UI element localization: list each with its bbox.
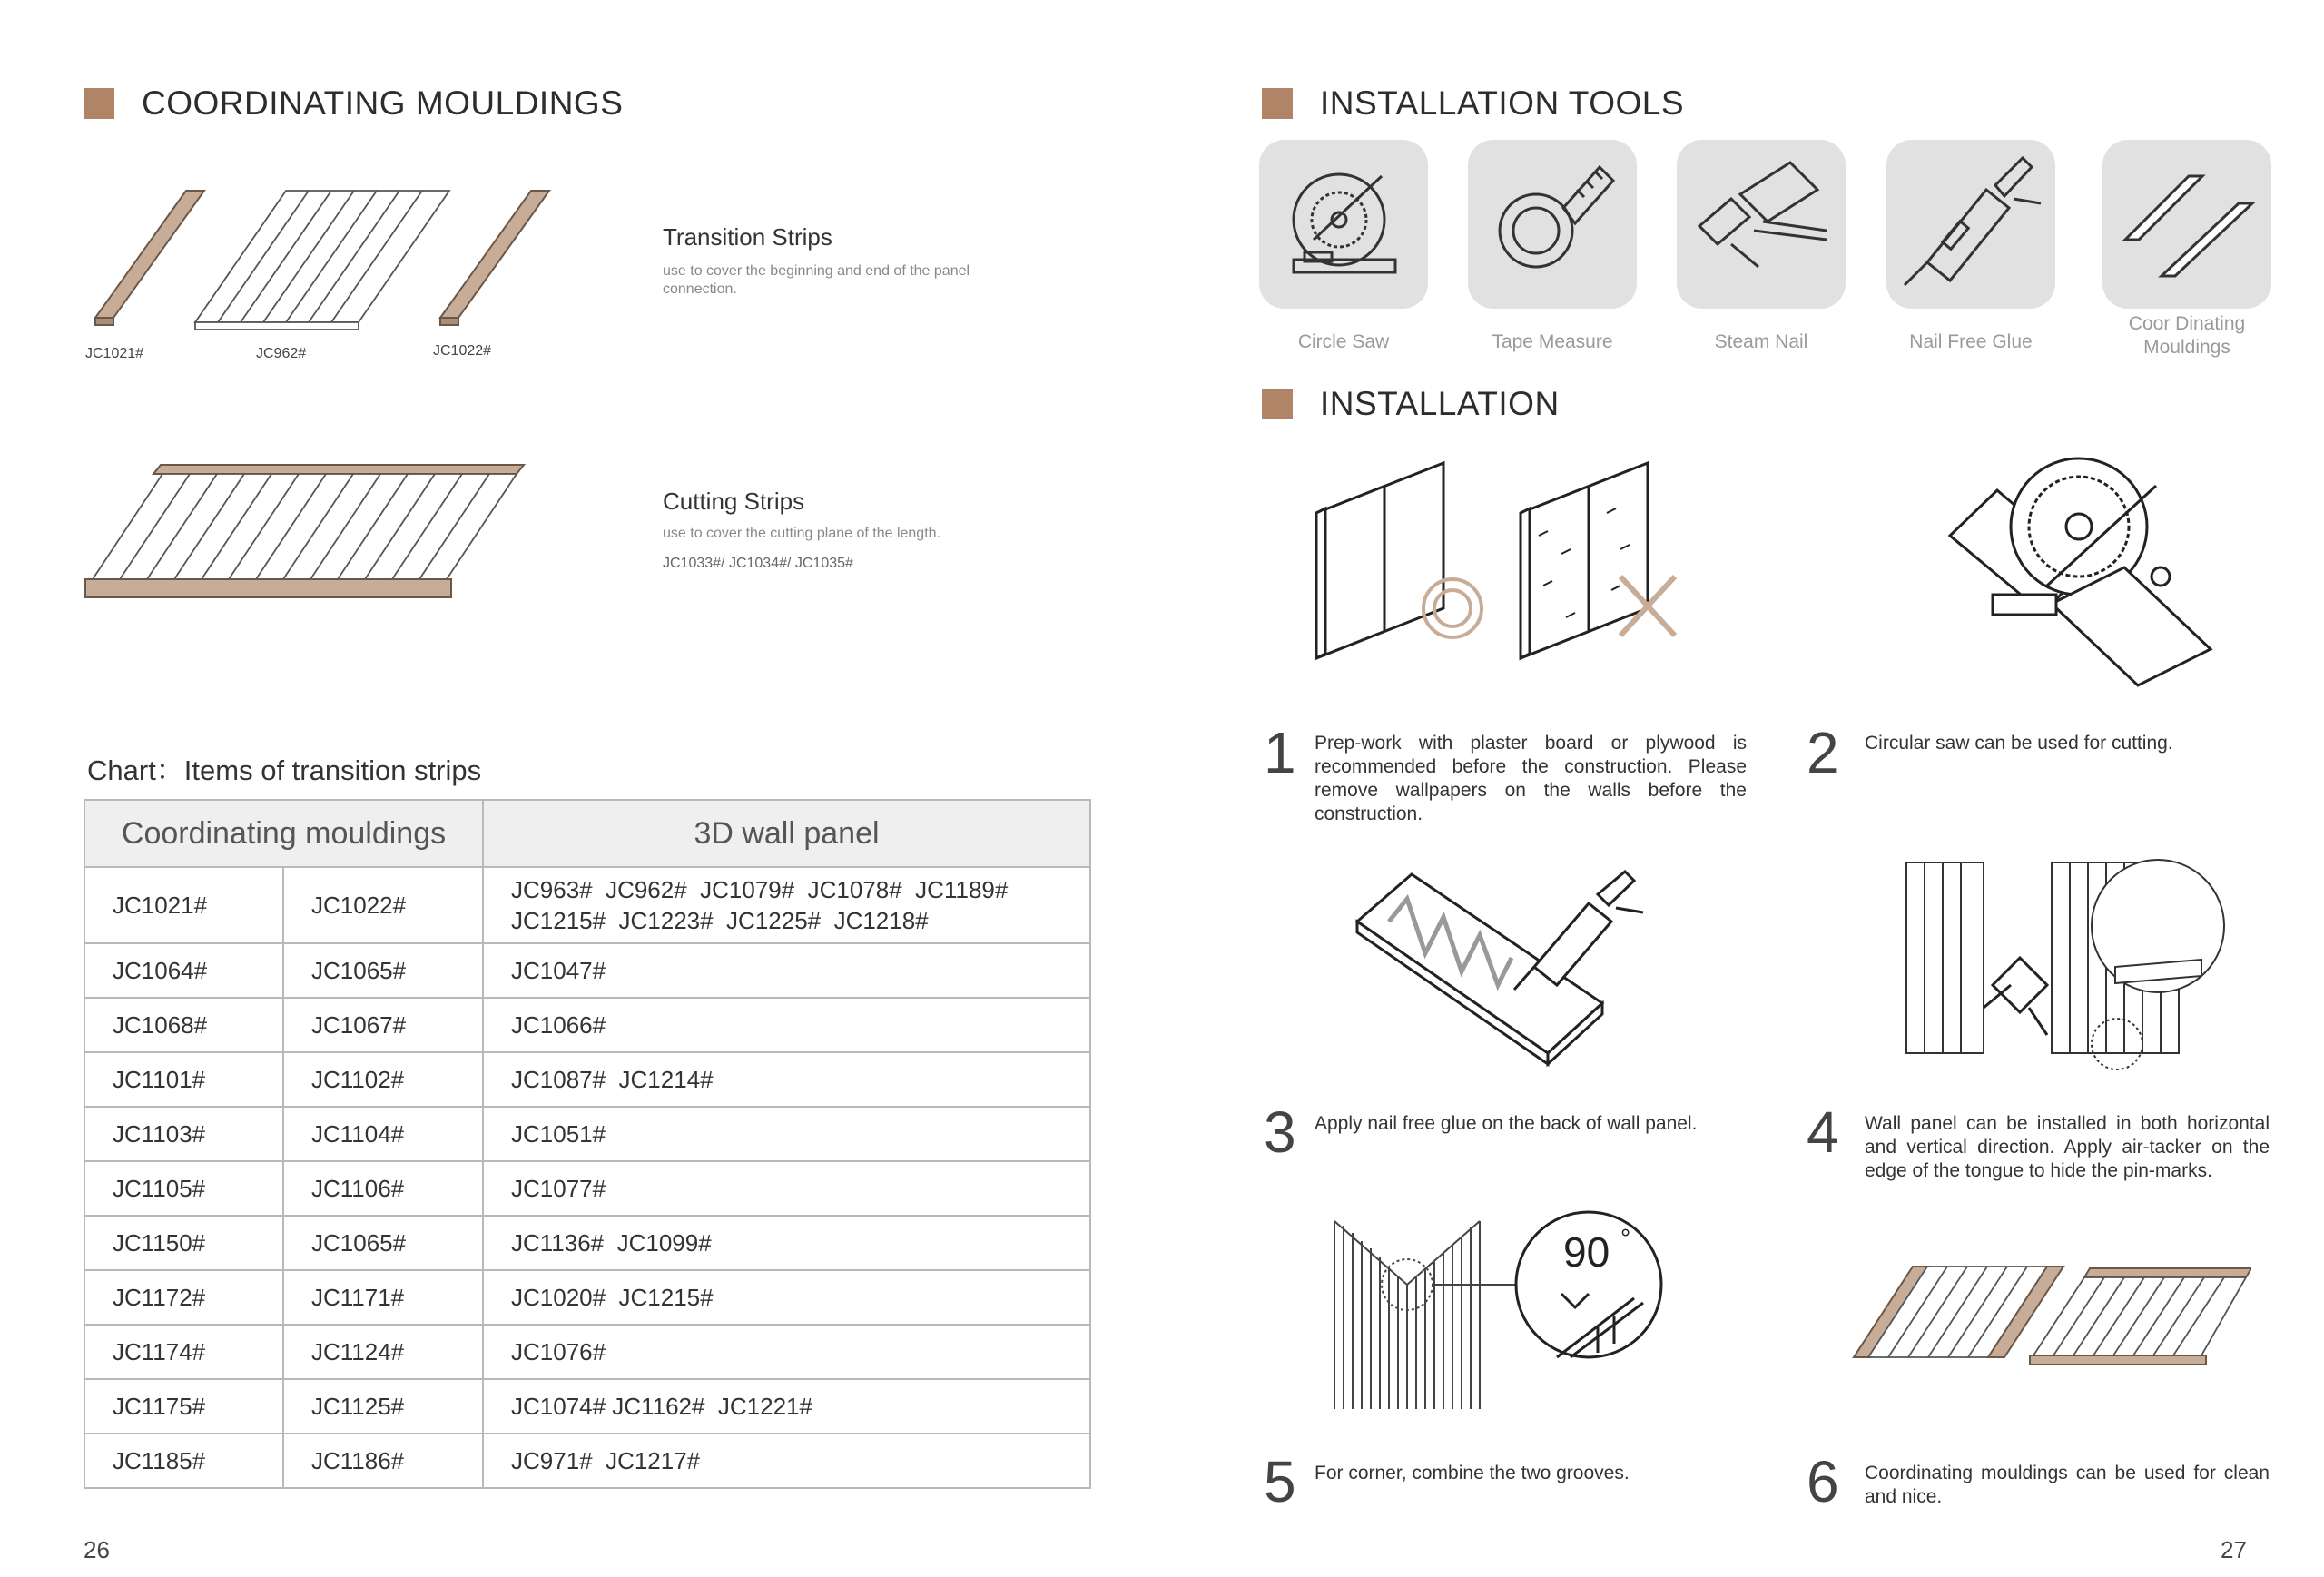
moulding-code-b: JC1186#	[283, 1434, 483, 1488]
moulding-code-b: JC1125#	[283, 1379, 483, 1434]
mouldings-icon	[2102, 140, 2271, 309]
step-number: 5	[1264, 1449, 1296, 1514]
section-header-tools	[1262, 84, 1684, 123]
panel-codes	[483, 1161, 1090, 1216]
product-code: JC1022#	[433, 343, 492, 359]
step-number: 6	[1807, 1449, 1839, 1514]
tools-title: INSTALLATION TOOLS	[1320, 84, 1685, 122]
panel-code-line: JC963# JC962# JC1079# JC1078# JC1189#	[511, 876, 1009, 903]
step-number: 3	[1264, 1099, 1296, 1165]
step-text: Wall panel can be installed in both horizontal and vertical direction. Apply air-tacker on the edge of the tongue to hide the pin-marks.	[1865, 1113, 2270, 1181]
table-row	[84, 1434, 1090, 1488]
step5-illustration	[1325, 1207, 1670, 1416]
panel-codes	[483, 1052, 1090, 1107]
step-text: Apply nail free glue on the back of wall panel.	[1315, 1113, 1698, 1134]
moulding-code-a: JC1064#	[84, 943, 283, 998]
section-marker	[1262, 88, 1293, 119]
tool-card-circle-saw	[1259, 140, 1428, 309]
section-header-installation	[1262, 385, 1560, 423]
moulding-code-b: JC1065#	[283, 1216, 483, 1270]
moulding-code-b: JC1171#	[283, 1270, 483, 1325]
step6-illustration	[1852, 1257, 2251, 1366]
table-row	[84, 998, 1090, 1052]
tool-card-glue	[1886, 140, 2055, 309]
table-row	[84, 1325, 1090, 1379]
panel-codes	[483, 1434, 1090, 1488]
moulding-code-a: JC1103#	[84, 1107, 283, 1161]
cutting-strips-info	[663, 488, 1044, 572]
moulding-code-a: JC1105#	[84, 1161, 283, 1216]
panel-codes	[483, 1270, 1090, 1325]
step-text: For corner, combine the two grooves.	[1315, 1463, 1630, 1483]
moulding-code-a: JC1185#	[84, 1434, 283, 1488]
tool-label: Circle Saw	[1297, 331, 1390, 352]
table-header-panel: 3D wall panel	[483, 800, 1090, 867]
moulding-code-b: JC1022#	[283, 867, 483, 943]
transition-strips-info	[663, 223, 1044, 299]
table-row	[84, 1216, 1090, 1270]
table-header-row	[84, 800, 1090, 867]
moulding-code-b: JC1102#	[283, 1052, 483, 1107]
moulding-code-a: JC1175#	[84, 1379, 283, 1434]
chart-title: Chart：Items of transition strips	[87, 754, 482, 786]
step1-illustration	[1307, 458, 1689, 667]
step-number: 4	[1807, 1099, 1839, 1165]
transition-strips-description: use to cover the beginning and end of the panel connection.	[663, 263, 970, 297]
cutting-strips-illustration	[84, 461, 537, 606]
moulding-code-b: JC1106#	[283, 1161, 483, 1216]
degree-mark: °	[1620, 1224, 1631, 1252]
section-marker	[84, 88, 114, 119]
step-number: 1	[1264, 720, 1296, 785]
table-row	[84, 1379, 1090, 1434]
moulding-code-a: JC1174#	[84, 1325, 283, 1379]
step-number: 2	[1807, 720, 1839, 785]
tool-card-tape-measure	[1468, 140, 1637, 309]
panel-codes	[483, 867, 1090, 943]
panel-codes	[483, 943, 1090, 998]
step-text: Coordinating mouldings can be used for clean and nice.	[1865, 1463, 2270, 1507]
tool-label: Tape Measure	[1492, 331, 1613, 352]
panel-code-line: JC1077#	[511, 1174, 606, 1202]
cutting-strips-codes: JC1033#/ JC1034#/ JC1035#	[663, 556, 853, 571]
tool-label: Coor Dinating Mouldings	[2128, 313, 2246, 358]
step4-illustration	[1902, 858, 2247, 1080]
moulding-code-b: JC1124#	[283, 1325, 483, 1379]
moulding-code-b: JC1067#	[283, 998, 483, 1052]
page-number-left: 26	[84, 1536, 110, 1563]
table-row	[84, 1161, 1090, 1216]
cutting-strips-title: Cutting Strips	[663, 488, 805, 515]
moulding-code-b: JC1104#	[283, 1107, 483, 1161]
panel-code-line: JC1076#	[511, 1337, 606, 1365]
panel-code-line: JC1047#	[511, 956, 606, 984]
panel-code-line: JC1136# JC1099#	[511, 1228, 712, 1257]
table-row	[84, 1107, 1090, 1161]
transition-strips-title: Transition Strips	[663, 223, 832, 251]
step-text: Prep-work with plaster board or plywood is recommended before the construction. Please remove wallpapers on the walls before the construction.	[1315, 733, 1747, 824]
corner-angle-label: 90	[1563, 1228, 1610, 1276]
moulding-code-a: JC1172#	[84, 1270, 283, 1325]
panel-code-line: JC1066#	[511, 1010, 606, 1039]
step2-illustration	[1943, 449, 2215, 695]
tool-card-mouldings	[2102, 140, 2271, 309]
product-code: JC962#	[256, 346, 307, 361]
panel-code-line: JC1051#	[511, 1119, 606, 1148]
transition-strips-illustration	[86, 182, 558, 345]
panel-codes	[483, 998, 1090, 1052]
table-row	[84, 943, 1090, 998]
tool-label: Nail Free Glue	[1909, 331, 2033, 352]
page-number-right: 27	[2221, 1536, 2247, 1563]
transition-strips-table	[84, 799, 1091, 1489]
panel-code-line: JC1020# JC1215#	[511, 1283, 714, 1311]
panel-codes	[483, 1325, 1090, 1379]
moulding-code-a: JC1101#	[84, 1052, 283, 1107]
moulding-code-b: JC1065#	[283, 943, 483, 998]
cutting-strips-description: use to cover the cutting plane of the length.	[663, 526, 940, 541]
tape-measure-icon	[1468, 140, 1637, 309]
panel-code-line: JC1074# JC1162# JC1221#	[511, 1392, 812, 1420]
moulding-code-a: JC1021#	[84, 867, 283, 943]
step3-illustration	[1353, 867, 1661, 1076]
panel-codes	[483, 1216, 1090, 1270]
section-header-mouldings	[84, 84, 623, 123]
section-title: COORDINATING MOULDINGS	[142, 84, 624, 122]
table-row	[84, 1270, 1090, 1325]
table-row	[84, 1052, 1090, 1107]
tool-card-steam-nail	[1677, 140, 1846, 309]
steam-nail-icon	[1677, 140, 1846, 309]
moulding-code-a: JC1068#	[84, 998, 283, 1052]
tool-label: Steam Nail	[1714, 331, 1808, 352]
circle-saw-icon	[1259, 140, 1428, 309]
panel-code-line: JC971# JC1217#	[511, 1446, 701, 1474]
panel-codes	[483, 1107, 1090, 1161]
step-text: Circular saw can be used for cutting.	[1865, 733, 2173, 754]
section-marker	[1262, 389, 1293, 419]
table-row	[84, 867, 1090, 943]
panel-codes	[483, 1379, 1090, 1434]
moulding-code-a: JC1150#	[84, 1216, 283, 1270]
panel-code-line: JC1087# JC1214#	[511, 1065, 714, 1093]
installation-title: INSTALLATION	[1320, 385, 1560, 422]
table-header-mouldings: Coordinating mouldings	[84, 800, 483, 867]
panel-code-line: JC1215# JC1223# JC1225# JC1218#	[511, 907, 929, 934]
product-code: JC1021#	[85, 346, 144, 361]
glue-gun-icon	[1886, 140, 2055, 309]
